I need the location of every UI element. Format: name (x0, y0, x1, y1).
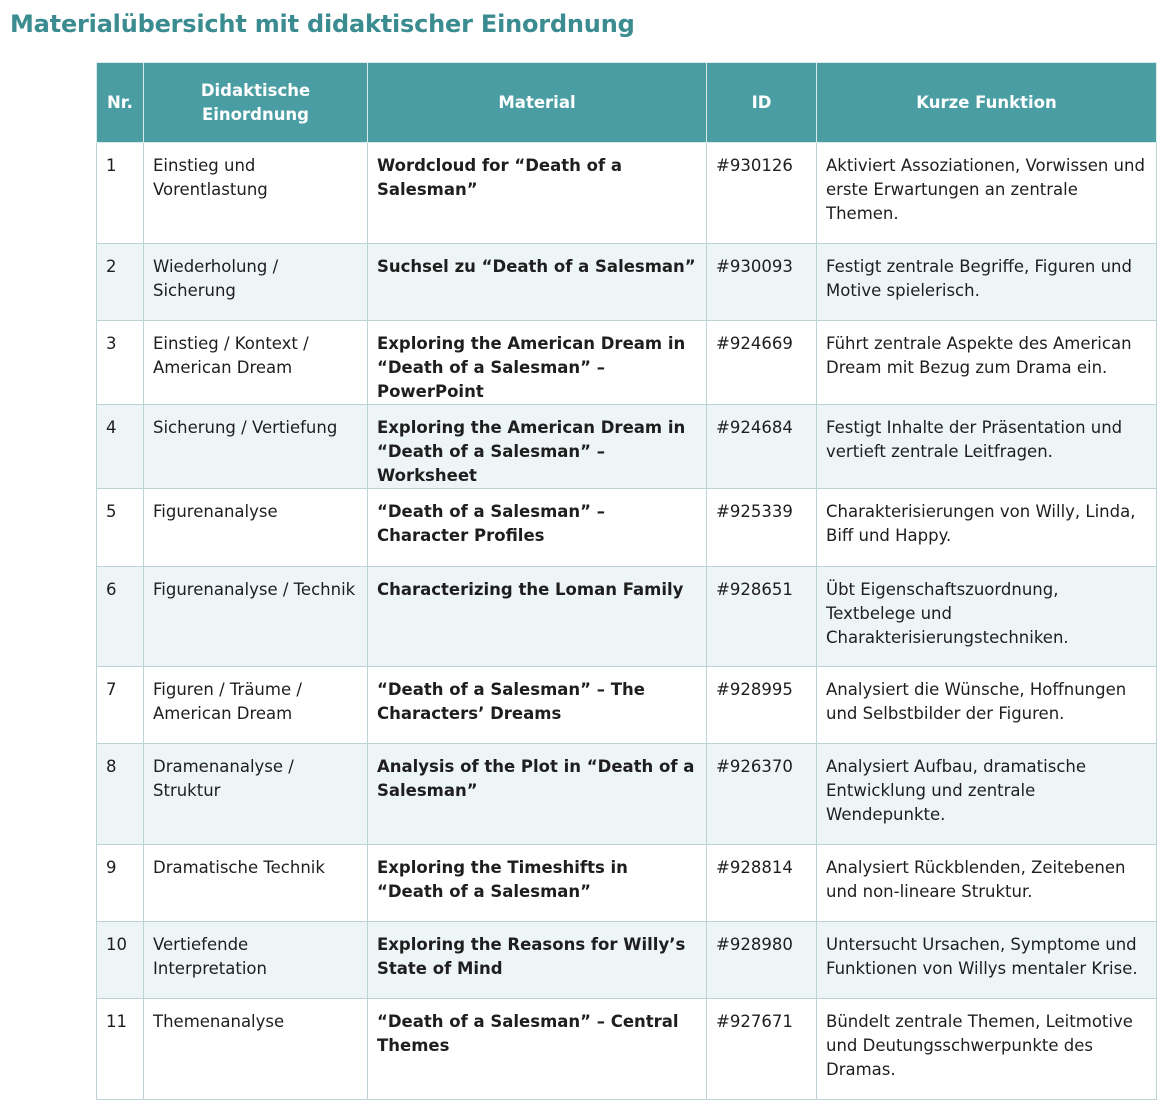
cell-einordnung: Dramatische Technik (144, 845, 368, 922)
cell-einordnung: Einstieg und Vorentlastung (144, 143, 368, 244)
cell-einordnung: Figuren / Träume / American Dream (144, 667, 368, 744)
cell-funktion: Führt zentrale Aspekte des American Dream mit Bezug zum Drama ein. (817, 321, 1157, 405)
cell-einordnung: Figurenanalyse (144, 489, 368, 567)
header-einordnung: Didaktische Einordnung (144, 63, 368, 143)
cell-nr: 9 (97, 845, 144, 922)
table-row (97, 489, 1157, 567)
cell-material: Exploring the American Dream in “Death of a Salesman” – Worksheet (368, 405, 707, 489)
cell-funktion: Analysiert Rückblenden, Zeitebenen und non-lineare Struktur. (817, 845, 1157, 922)
cell-material: Exploring the Reasons for Willy’s State of Mind (368, 922, 707, 999)
header-funktion: Kurze Funktion (817, 63, 1157, 143)
cell-id: #924669 (707, 321, 817, 405)
table-row (97, 667, 1157, 744)
material-table (96, 62, 1157, 1100)
table-row (97, 244, 1157, 321)
table-row (97, 922, 1157, 999)
cell-id: #927671 (707, 999, 817, 1100)
cell-id: #924684 (707, 405, 817, 489)
table-header (97, 63, 1157, 143)
cell-nr: 11 (97, 999, 144, 1100)
cell-material: Exploring the Timeshifts in “Death of a Salesman” (368, 845, 707, 922)
table-row (97, 999, 1157, 1100)
table-row (97, 321, 1157, 405)
cell-id: #928651 (707, 567, 817, 667)
cell-material: “Death of a Salesman” – The Characters’ Dreams (368, 667, 707, 744)
cell-funktion: Analysiert die Wünsche, Hoffnungen und Selbstbilder der Figuren. (817, 667, 1157, 744)
cell-id: #925339 (707, 489, 817, 567)
cell-material: Wordcloud for “Death of a Salesman” (368, 143, 707, 244)
table-body (97, 143, 1157, 1100)
cell-einordnung: Themenanalyse (144, 999, 368, 1100)
cell-material: Characterizing the Loman Family (368, 567, 707, 667)
cell-einordnung: Figurenanalyse / Technik (144, 567, 368, 667)
cell-material: Suchsel zu “Death of a Salesman” (368, 244, 707, 321)
cell-nr: 1 (97, 143, 144, 244)
page-title: Materialübersicht mit didaktischer Einordnung (10, 10, 635, 38)
header-id: ID (707, 63, 817, 143)
table-row (97, 744, 1157, 845)
cell-funktion: Übt Eigenschaftszuordnung, Textbelege und Charakterisierungstechniken. (817, 567, 1157, 667)
cell-material: “Death of a Salesman” – Central Themes (368, 999, 707, 1100)
cell-funktion: Aktiviert Assoziationen, Vorwissen und erste Erwartungen an zentrale Themen. (817, 143, 1157, 244)
cell-id: #928814 (707, 845, 817, 922)
cell-id: #928980 (707, 922, 817, 999)
cell-id: #928995 (707, 667, 817, 744)
cell-id: #930126 (707, 143, 817, 244)
cell-nr: 6 (97, 567, 144, 667)
cell-nr: 10 (97, 922, 144, 999)
cell-nr: 5 (97, 489, 144, 567)
cell-material: Analysis of the Plot in “Death of a Salesman” (368, 744, 707, 845)
cell-funktion: Festigt Inhalte der Präsentation und vertieft zentrale Leitfragen. (817, 405, 1157, 489)
cell-nr: 3 (97, 321, 144, 405)
table-row (97, 567, 1157, 667)
cell-id: #926370 (707, 744, 817, 845)
cell-nr: 8 (97, 744, 144, 845)
table-row (97, 405, 1157, 489)
cell-einordnung: Einstieg / Kontext / American Dream (144, 321, 368, 405)
cell-einordnung: Wiederholung / Sicherung (144, 244, 368, 321)
cell-funktion: Charakterisierungen von Willy, Linda, Biff und Happy. (817, 489, 1157, 567)
header-nr: Nr. (97, 63, 144, 143)
header-material: Material (368, 63, 707, 143)
cell-einordnung: Sicherung / Vertiefung (144, 405, 368, 489)
header-row (97, 63, 1157, 143)
cell-funktion: Untersucht Ursachen, Symptome und Funktionen von Willys mentaler Krise. (817, 922, 1157, 999)
cell-nr: 7 (97, 667, 144, 744)
cell-nr: 4 (97, 405, 144, 489)
cell-nr: 2 (97, 244, 144, 321)
cell-funktion: Bündelt zentrale Themen, Leitmotive und Deutungsschwerpunkte des Dramas. (817, 999, 1157, 1100)
cell-einordnung: Dramenanalyse / Struktur (144, 744, 368, 845)
cell-funktion: Analysiert Aufbau, dramatische Entwicklung und zentrale Wendepunkte. (817, 744, 1157, 845)
table-row (97, 845, 1157, 922)
cell-einordnung: Vertiefende Interpretation (144, 922, 368, 999)
cell-material: Exploring the American Dream in “Death of a Salesman” – PowerPoint (368, 321, 707, 405)
cell-id: #930093 (707, 244, 817, 321)
cell-material: “Death of a Salesman” – Character Profiles (368, 489, 707, 567)
table-row (97, 143, 1157, 244)
cell-funktion: Festigt zentrale Begriffe, Figuren und Motive spielerisch. (817, 244, 1157, 321)
